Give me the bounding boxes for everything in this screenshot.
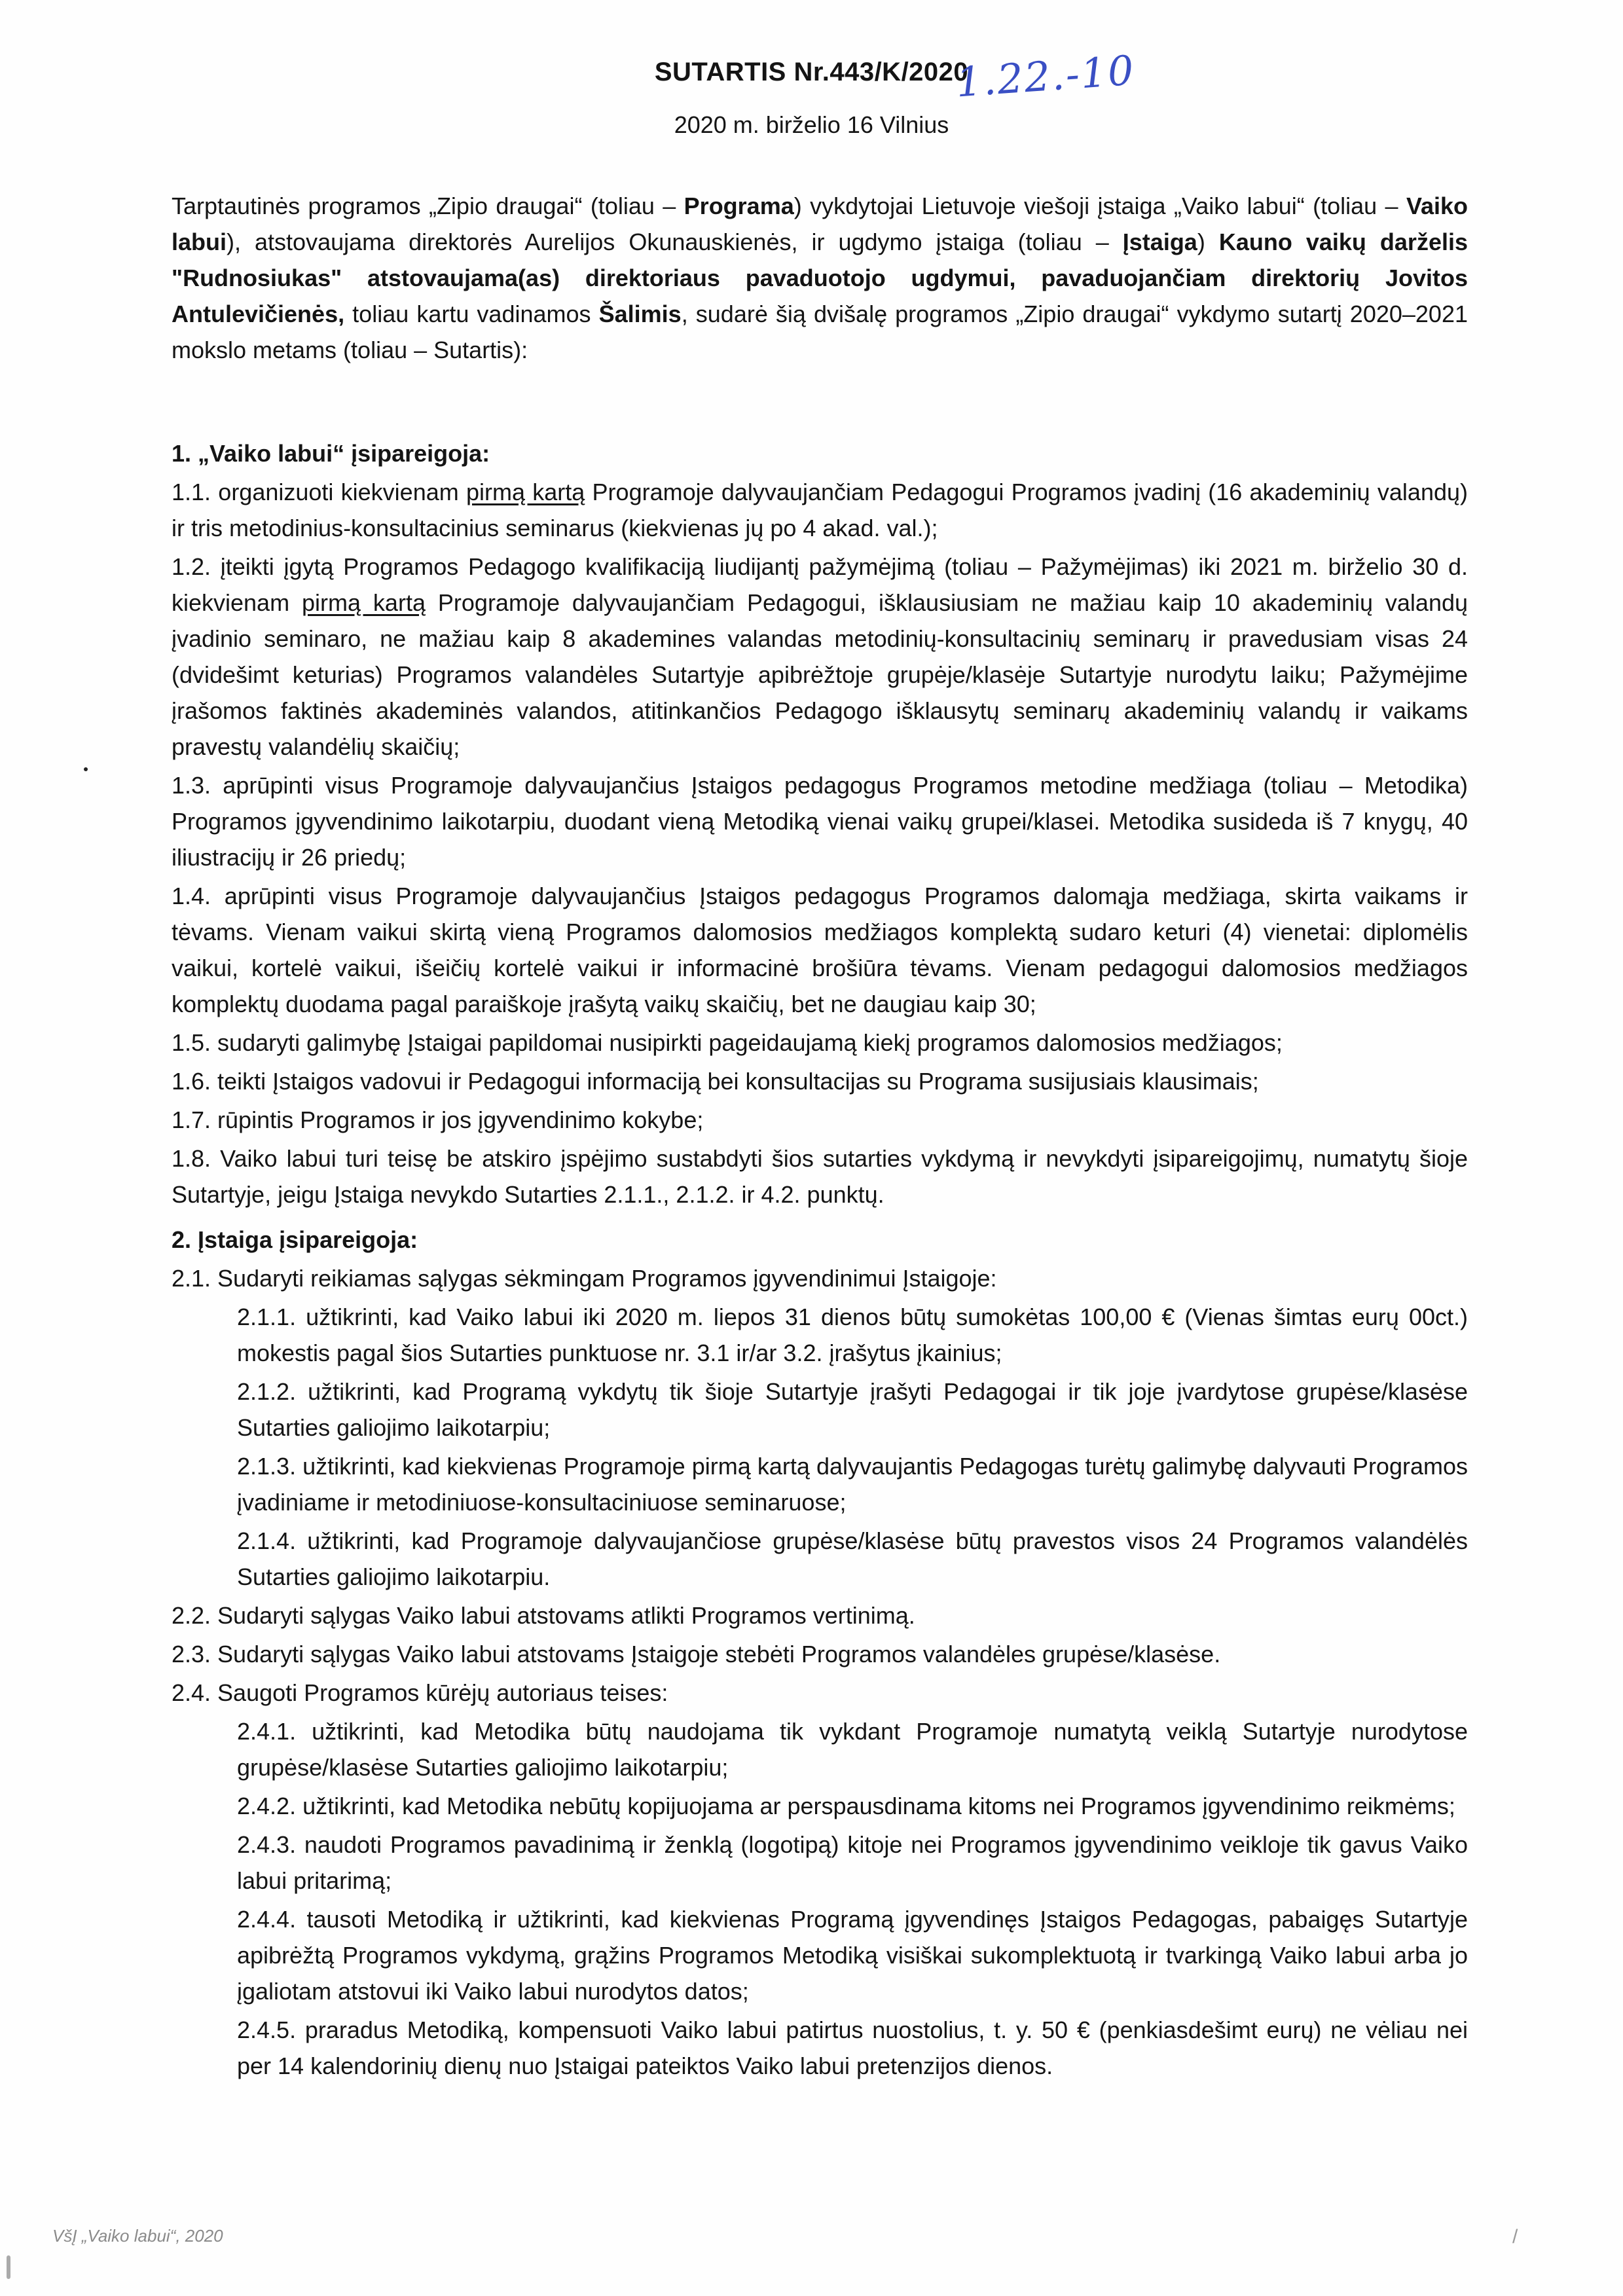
clause-2-1-2: 2.1.2. užtikrinti, kad Programą vykdytų tik šioje Sutartyje įrašyti Pedagogai ir tik joje įvardytose grupėse/klasėse Sutarties galiojimo laikotarpiu;: [237, 1378, 1468, 1441]
clause-1-1: [172, 474, 1468, 546]
clause-text: 1.1. organizuoti kiekvienam: [172, 479, 466, 505]
clause-text: Programoje dalyvaujančiam Pedagogui, išklausiusiam ne mažiau kaip 10 akademinių valandų įvadinio seminaro, ne mažiau kaip 8 akademines valandas metodinių-konsultacinių seminarų ir pravedusiam visas 24 (dvidešimt keturias) Programos valandėles Sutartyje apibrėžtoje grupėje/klasėje Sutartyje nurodytu laiku; Pažymėjime įrašomos faktinės akademinės valandos, atitinkančios Pedagogo išklausytų seminarų akademinių valandų ir vaikams pravestų valandėlių skaičių;: [172, 589, 1468, 760]
scan-artifact-dot: [84, 767, 88, 771]
clause-2-3: 2.3. Sudaryti sąlygas Vaiko labui atstovams Įstaigoje stebėti Programos valandėles grupėse/klasėse.: [172, 1641, 1221, 1667]
contract-number: SUTARTIS Nr.443/K/2020: [654, 58, 969, 86]
term-salimis: Šalimis: [598, 301, 682, 327]
term-programa: Programa: [684, 192, 794, 219]
intro-paragraph: [172, 188, 1468, 368]
intro-text: ): [1197, 228, 1219, 255]
intro-text: ), atstovaujama direktorės Aurelijos Okunauskienės, ir ugdymo įstaiga (toliau –: [227, 228, 1123, 255]
clause-1-4: 1.4. aprūpinti visus Programoje dalyvaujančius Įstaigos pedagogus Programos dalomąja medžiaga, skirta vaikams ir tėvams. Vienam vaikui skirtą vieną Programos dalomosios medžiagos komplektą sudaro keturi (4) vienetai: diplomėlis vaikui, kortelė vaikui, išeičių kortelė vaikui ir informacinė brošiūra tėvams. Vienam pedagogui dalomosios medžiagos komplektų duodama pagal paraiškoje įrašytą vaikų skaičių, bet ne daugiau kaip 30;: [172, 883, 1468, 1017]
term-vaiko-labui: Vaiko labui: [172, 192, 1468, 255]
clause-text: 1.2. įteikti įgytą Programos Pedagogo kvalifikaciją liudijantį pažymėjimą (toliau – Pažymėjimas) iki 2021 m. birželio 30 d. kiekvienam: [172, 553, 1468, 616]
clause-1-8: 1.8. Vaiko labui turi teisę be atskiro įspėjimo sustabdyti šios sutarties vykdymą ir nevykdyti įsipareigojimų, numatytų šioje Sutartyje, jeigu Įstaiga nevykdo Sutarties 2.1.1., 2.1.2. ir 4.2. punktų.: [172, 1145, 1468, 1208]
underlined-text: pirmą kartą: [302, 589, 426, 616]
clause-2-4-1: 2.4.1. užtikrinti, kad Metodika būtų naudojama tik vykdant Programoje numatytą veiklą Sutartyje nurodytose grupėse/klasėse Sutarties galiojimo laikotarpiu;: [237, 1718, 1468, 1781]
clause-1-3: 1.3. aprūpinti visus Programoje dalyvaujančius Įstaigos pedagogus Programos metodine medžiaga (toliau – Metodika) Programos įgyvendinimo laikotarpiu, duodant vieną Metodiką vienai vaikų grupei/klasei. Metodika susideda iš 7 knygų, 40 iliustracijų ir 26 priedų;: [172, 772, 1468, 871]
clause-2-4: 2.4. Saugoti Programos kūrėjų autoriaus teises:: [172, 1679, 668, 1706]
clause-2-4-4: 2.4.4. tausoti Metodiką ir užtikrinti, kad kiekvienas Programą įgyvendinęs Įstaigos Pedagogas, pabaigęs Sutartyje apibrėžtą Programos vykdymą, grąžins Programos Metodiką visiškai sukomplektuotą ir tvarkingą Vaiko labui arba jo įgaliotam atstovui iki Vaiko labui nurodytos datos;: [237, 1906, 1468, 2005]
clause-2-4-3: 2.4.3. naudoti Programos pavadinimą ir ženklą (logotipą) kitoje nei Programos įgyvendinimo veikloje tik gavus Vaiko labui pritarimą;: [237, 1831, 1468, 1894]
document-title: [0, 58, 1623, 87]
footer-organization: VšĮ „Vaiko labui“, 2020: [52, 2226, 223, 2246]
section-2-heading: 2. Įstaiga įsipareigoja:: [172, 1226, 418, 1253]
clause-1-7: 1.7. rūpintis Programos ir jos įgyvendinimo kokybe;: [172, 1106, 704, 1133]
handwritten-registration-note: 1.22.-10: [954, 46, 1137, 107]
footer-page-mark: /: [1512, 2226, 1518, 2248]
intro-text: ) vykdytojai Lietuvoje viešoji įstaiga „Vaiko labui“ (toliau –: [793, 192, 1406, 219]
term-istaiga: Įstaiga: [1122, 228, 1197, 255]
clause-text: Programoje dalyvaujančiam Pedagogui Programos įvadinį (16 akademinių valandų) ir tris metodinius-konsultacinius seminarus (kiekvienas jų po 4 akad. val.);: [172, 479, 1468, 541]
underlined-text: pirmą kartą: [465, 479, 585, 505]
intro-text: toliau kartu vadinamos: [344, 301, 599, 327]
institution-name: Kauno vaikų darželis "Rudnosiukas" atstovaujama(as) direktoriaus pavaduotojo ugdymui, pavaduojančiam direktorių Jovitos Antulevičienės,: [172, 228, 1468, 327]
clause-2-1-4: 2.1.4. užtikrinti, kad Programoje dalyvaujančiose grupėse/klasėse būtų pravestos visos 24 Programos valandėlės Sutarties galiojimo laikotarpiu.: [237, 1527, 1468, 1590]
intro-text: , sudarė šią dvišalę programos „Zipio draugai“ vykdymo sutartį 2020–2021 mokslo metams (toliau – Sutartis):: [172, 301, 1468, 363]
clause-2-4-5: 2.4.5. praradus Metodiką, kompensuoti Vaiko labui patirtus nuostolius, t. y. 50 € (penkiasdešimt eurų) ne vėliau nei per 14 kalendorinių dienų nuo Įstaigai pateiktos Vaiko labui pretenzijos dienos.: [237, 2016, 1468, 2079]
clause-2-1-3: 2.1.3. užtikrinti, kad kiekvienas Programoje pirmą kartą dalyvaujantis Pedagogas turėtų galimybę dalyvauti Programos įvadiniame ir metodiniuose-konsultaciniuose seminaruose;: [237, 1453, 1468, 1516]
date-place: 2020 m. birželio 16 Vilnius: [674, 111, 949, 138]
section-1: [172, 435, 1468, 2084]
clause-2-4-2: 2.4.2. užtikrinti, kad Metodika nebūtų kopijuojama ar perspausdinama kitoms nei Programos įgyvendinimo reikmėms;: [237, 1793, 1455, 1819]
intro-text: Tarptautinės programos „Zipio draugai“ (toliau –: [172, 192, 684, 219]
clause-1-2: [172, 549, 1468, 765]
clause-2-1: 2.1. Sudaryti reikiamas sąlygas sėkmingam Programos įgyvendinimui Įstaigoje:: [172, 1265, 997, 1292]
clause-2-1-1: 2.1.1. užtikrinti, kad Vaiko labui iki 2020 m. liepos 31 dienos būtų sumokėtas 100,00 € (Vienas šimtas eurų 00ct.) mokestis pagal šios Sutarties punktuose nr. 3.1 ir/ar 3.2. įrašytus įkainius;: [237, 1303, 1468, 1366]
scan-artifact-mark: [7, 2255, 10, 2279]
clause-1-6: 1.6. teikti Įstaigos vadovui ir Pedagogui informaciją bei konsultacijas su Programa susijusiais klausimais;: [172, 1068, 1259, 1095]
clause-2-2: 2.2. Sudaryti sąlygas Vaiko labui atstovams atlikti Programos vertinimą.: [172, 1602, 915, 1629]
clause-1-5: 1.5. sudaryti galimybę Įstaigai papildomai nusipirkti pageidaujamą kiekį programos dalomosios medžiagos;: [172, 1029, 1283, 1056]
section-1-heading: 1. „Vaiko labui“ įsipareigoja:: [172, 440, 490, 467]
